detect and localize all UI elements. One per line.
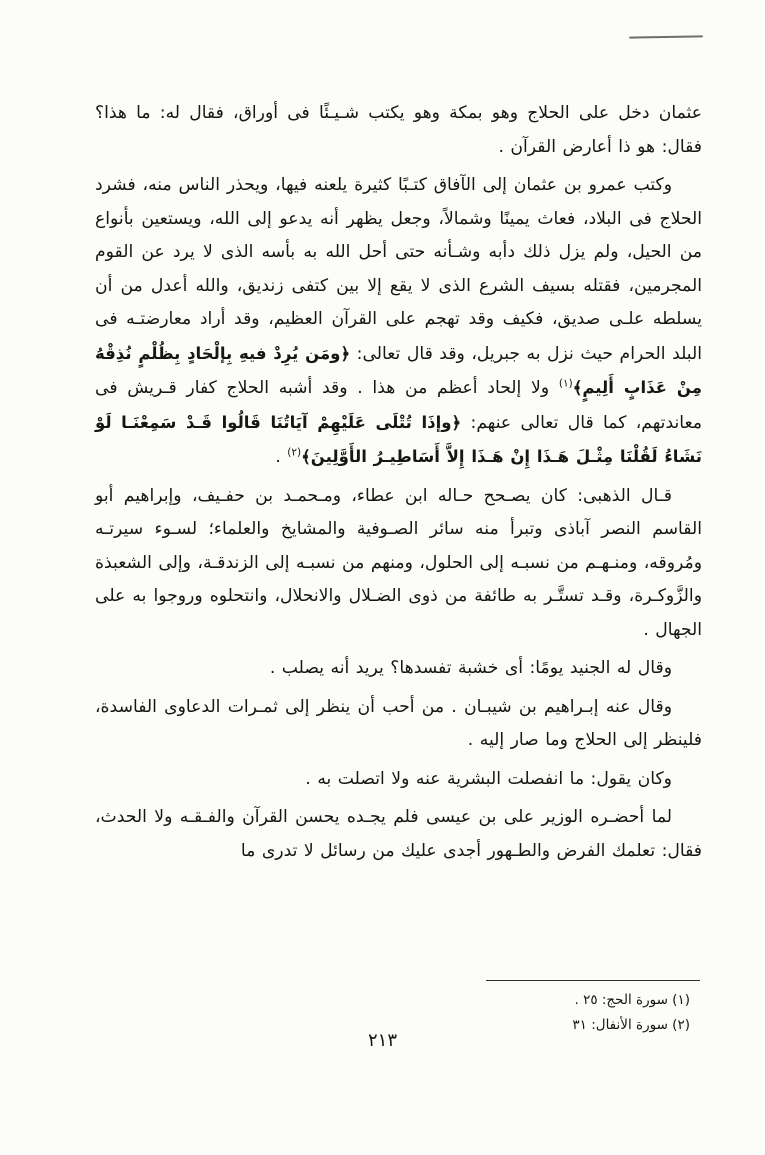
- paragraph: [95, 691, 702, 758]
- footnote-marker: (٢): [287, 446, 302, 459]
- body-text: ولا إلحاد أعظم من هذا . وقد أشبه الحلاج كفار قـريش فى معاندتهم، كما قال تعالى عنهم:: [95, 378, 702, 433]
- quran-verse: ﴿ومَن يُرِدْ فيهِ بِإلْحَادٍ بِظُلْمٍ نُذِقْهُ مِنْ عَذَابٍ أَلِيمٍ﴾: [95, 343, 702, 397]
- body-text: قـال الذهبى: كان يصـحح حـاله ابن عطاء، ومـحمـد بن حفـيف، وإبراهيم أبو القاسم النصر آباذى وتبرأ منه سائر الصـوفية والمشايخ والعلماء؛ لسـوء سيرتـه ومُروقه، ومنـهـم من نسبـه إلى الحلول، ومنهم من نسبـه إلى الزندقـة، وإلى الشعبذة والزَّوكـرة، وقـد تستَّـر به طائفة من ذوى الضـلال والانحلال، وانتحلوه وروجوا به على الجهال .: [95, 485, 702, 640]
- body-text: وقال عنه إبـراهيم بن شيبـان . من أحب أن ينظر إلى ثمـرات الدعاوى الفاسدة، فلينظر إلى الحلاج وما صار إليه .: [95, 696, 702, 750]
- page-number: ٢١٣: [367, 1030, 397, 1051]
- text-block: [95, 97, 702, 868]
- body-text: وقال له الجنيد يومًا: أى خشبة تفسدها؟ يريد أنه يصلب .: [269, 658, 672, 678]
- footnote: (٢) سورة الأنفال: ٣١: [572, 1017, 690, 1033]
- body-text: .: [275, 447, 288, 467]
- paragraph: [95, 763, 702, 797]
- body-text: وكتب عمرو بن عثمان إلى الآفاق كتـبًا كثيرة يلعنه فيها، ويحذر الناس منه، فشرد الحلاج فى البلاد، فعاث يمينًا وشمالاً، وجعل يظهر أنه يدعو إلى الله، ويستعين بأنواع من الحيل، ولم يزل ذلك دأبه وشـأنه حتى أحل الله به بأسه الذى لا يرد عن القوم المجرمين، فقتله بسيف الشرع الذى لا يقع إلا بين كتفى زنديق، والله أعدل من أن يسلطه علـى صديق، فكيف وقد تهجم على القرآن العظيم، وقد أراد معارضتـه فى البلد الحرام حيث نزل به جبريل، وقد قال تعالى:: [95, 175, 702, 364]
- scan-artifact-line: [629, 35, 703, 38]
- body-text: وكان يقول: ما انفصلت البشرية عنه ولا اتصلت به .: [305, 768, 672, 789]
- paragraph: [95, 97, 702, 164]
- body-text: لما أحضـره الوزير على بن عيسى فلم يجـده يحسن القرآن والفـقـه ولا الحدث، فقال: تعلمك الفرض والطـهور أجدى عليك من رسائل لا تدرى ما: [95, 807, 702, 861]
- body-text: عثمان دخل على الحلاج وهو بمكة وهو يكتب شـيـئًا فى أوراق، فقال له: ما هذا؟ فقال: هو ذا أعارض القرآن .: [95, 103, 702, 157]
- paragraph: [95, 169, 702, 475]
- paragraph: [95, 801, 702, 868]
- footnote-marker: (١): [558, 377, 573, 390]
- footnote-separator: [486, 980, 700, 981]
- footnote: (١) سورة الحج: ٢٥ .: [574, 992, 690, 1008]
- paragraph: [95, 480, 702, 648]
- quran-verse: ﴿وإذَا تُتْلَى عَلَيْهِمْ آيَاتُنَا قَالُوا قَـدْ سَمِعْنَـا لَوْ نَشَاءُ لَقُلْنَا مِثْـلَ هَـذَا إِنْ هَـذَا إِلاَّ أَسَاطِيـرُ الأَوَّلِينَ﴾: [95, 412, 702, 466]
- paragraph: [95, 652, 702, 686]
